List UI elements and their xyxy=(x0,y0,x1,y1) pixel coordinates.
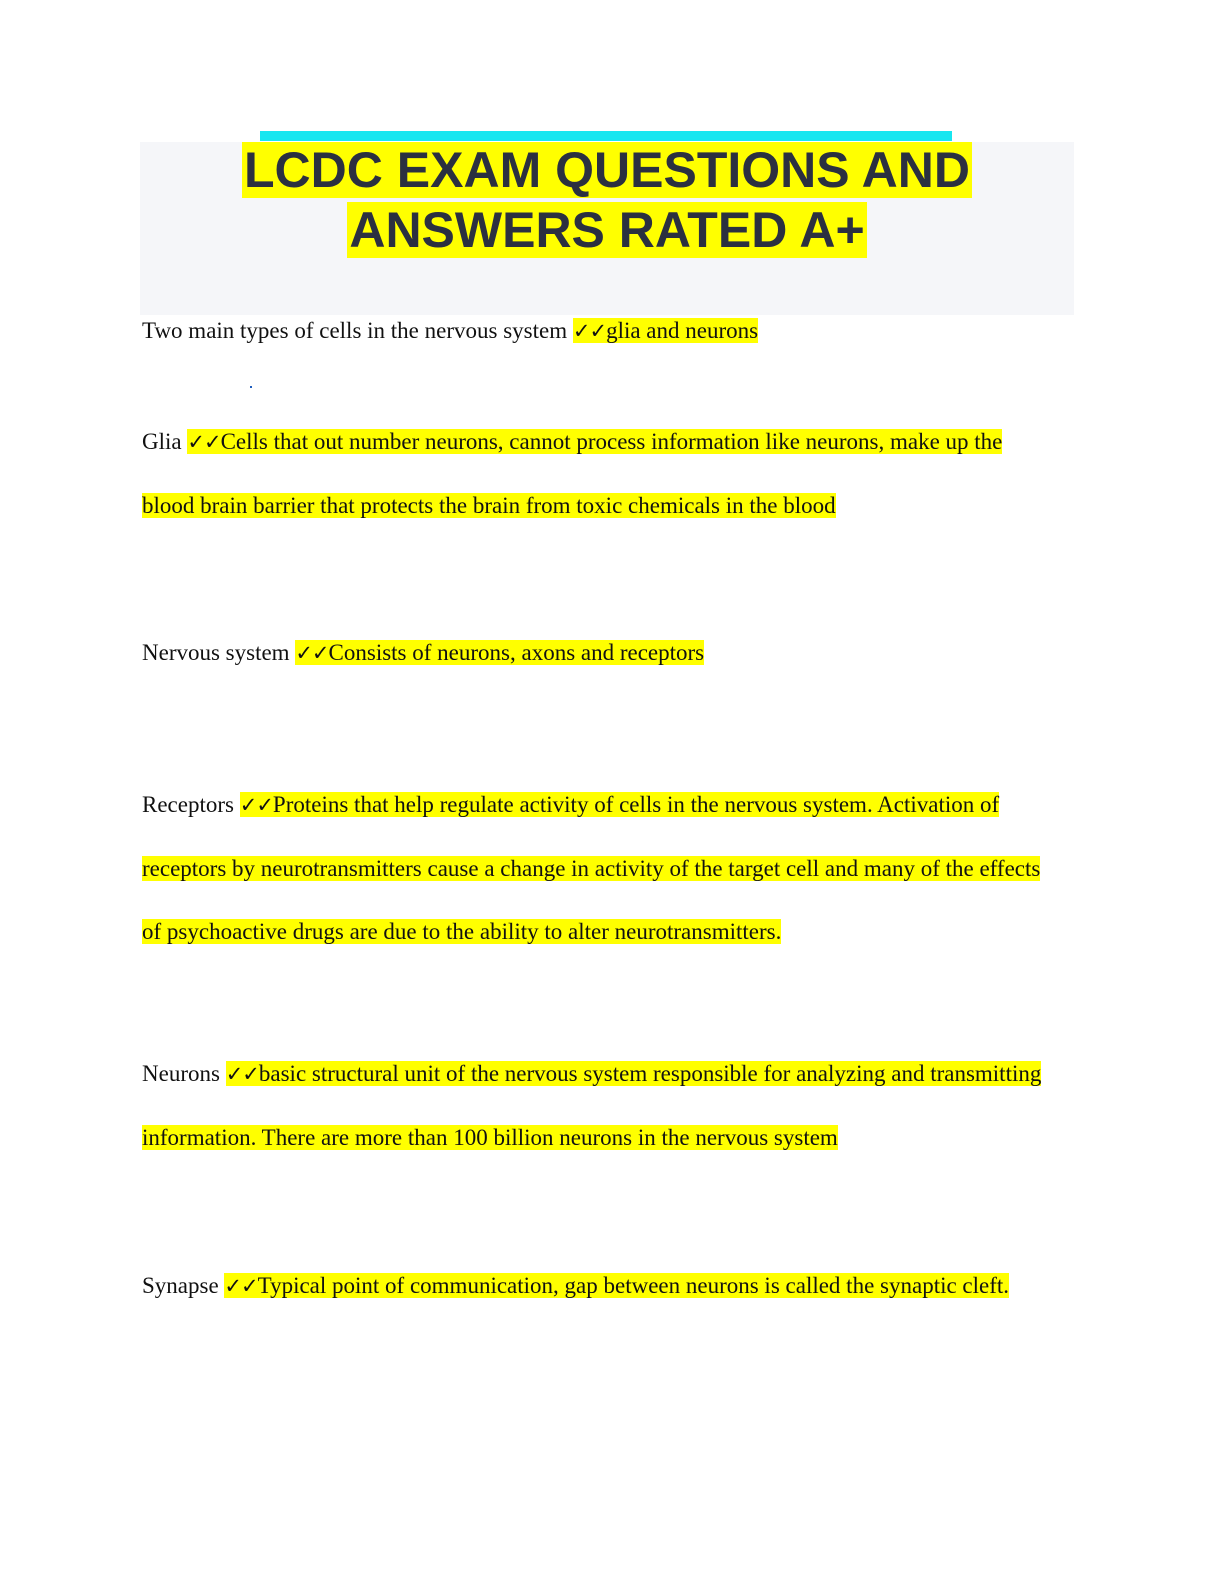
qa-item-cell-types xyxy=(142,299,1042,363)
qa-answer: Typical point of communication, gap between neurons is called the synaptic cleft. xyxy=(257,1273,1010,1298)
title-line-1: LCDC EXAM QUESTIONS AND xyxy=(244,142,970,198)
qa-answer-highlight xyxy=(142,429,1002,518)
qa-term: Receptors xyxy=(142,792,234,817)
qa-term: Glia xyxy=(142,429,182,454)
qa-term: Two main types of cells in the nervous system xyxy=(142,318,568,343)
qa-answer: Consists of neurons, axons and receptors xyxy=(328,640,705,665)
qa-item-nervous-system xyxy=(142,621,1042,685)
double-check-icon: ✓✓ xyxy=(239,793,273,817)
qa-term: Synapse xyxy=(142,1273,219,1298)
qa-answer-highlight xyxy=(295,640,704,665)
stray-dot xyxy=(250,386,252,388)
qa-answer: glia and neurons xyxy=(606,318,759,343)
double-check-icon: ✓✓ xyxy=(187,430,221,454)
double-check-icon: ✓✓ xyxy=(225,1062,259,1086)
double-check-icon: ✓✓ xyxy=(572,319,607,343)
qa-answer: basic structural unit of the nervous system responsible for analyzing and transmitting information. There are more than 100 billion neurons in the nervous system xyxy=(142,1061,1042,1150)
qa-answer-highlight xyxy=(573,318,758,343)
page-title xyxy=(140,140,1074,260)
qa-answer-highlight xyxy=(142,1061,1041,1150)
double-check-icon: ✓✓ xyxy=(295,641,329,665)
qa-item-receptors xyxy=(142,773,1042,963)
qa-answer: Cells that out number neurons, cannot process information like neurons, make up the blood brain barrier that protects the brain from toxic chemicals in the blood xyxy=(142,429,1003,518)
double-check-icon: ✓✓ xyxy=(224,1274,258,1298)
qa-term: Neurons xyxy=(142,1061,220,1086)
title-line-2: ANSWERS RATED A+ xyxy=(349,202,865,258)
qa-item-synapse xyxy=(142,1254,1042,1318)
qa-answer: Proteins that help regulate activity of cells in the nervous system. Activation of receptors by neurotransmitters cause a change in activity of the target cell and many of the effects of psychoactive drugs are due to the ability to alter neurotransmitters. xyxy=(142,792,1041,944)
qa-term: Nervous system xyxy=(142,640,290,665)
qa-item-neurons xyxy=(142,1042,1042,1169)
qa-answer-highlight xyxy=(142,792,1040,944)
qa-answer-highlight xyxy=(224,1273,1009,1298)
qa-item-glia xyxy=(142,410,1042,537)
